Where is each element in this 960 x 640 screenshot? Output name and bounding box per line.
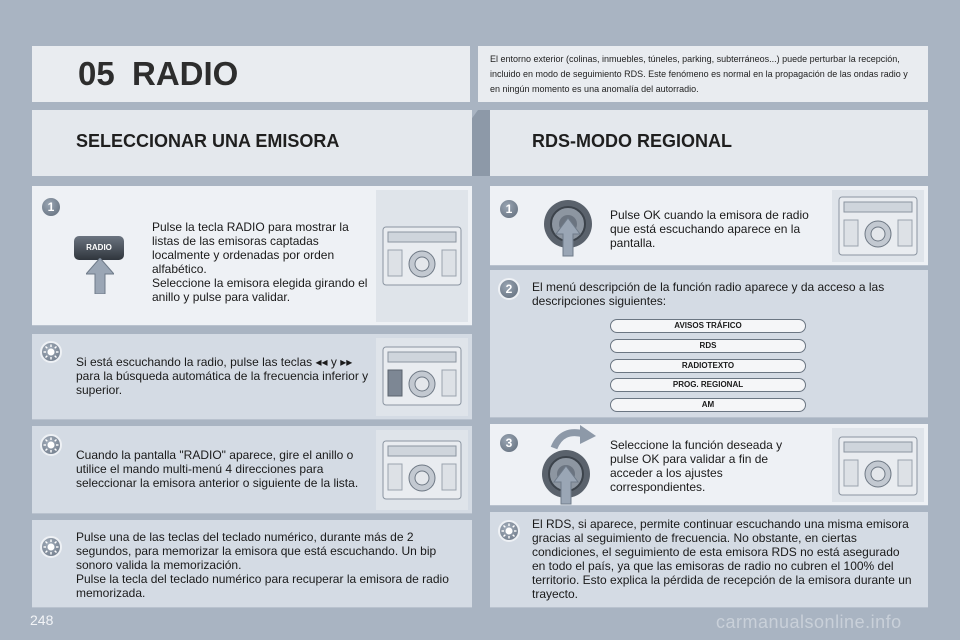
radio-unit-icon	[838, 196, 918, 256]
radio-unit-icon	[838, 436, 918, 496]
left-step1-text: Pulse la tecla RADIO para mostrar la listas de las emisoras captadas localmente y ordenadas por orden alfabético. Seleccione la emisora elegida girando el anillo y pulse para validar.	[152, 220, 368, 304]
menu-item-am[interactable]: AM	[610, 398, 806, 412]
radio-unit-icon	[382, 440, 462, 500]
watermark: carmanualsonline.info	[716, 612, 902, 632]
ok-knob-icon	[542, 198, 594, 258]
lightbulb-icon	[498, 520, 520, 542]
menu-item-avisos-trafico[interactable]: AVISOS TRÁFICO	[610, 319, 806, 333]
step-badge-right-1: 1	[498, 198, 520, 220]
arrow-up-icon	[86, 258, 114, 294]
section-title-right: RDS-MODO REGIONAL	[532, 131, 732, 151]
step-badge-right-3: 3	[498, 432, 520, 454]
menu-item-prog-regional[interactable]: PROG. REGIONAL	[610, 378, 806, 392]
chapter-title: RADIO	[132, 55, 239, 92]
right-step1-text: Pulse OK cuando la emisora de radio que está escuchando aparece en la pantalla.	[610, 208, 809, 250]
page-number: 248	[30, 612, 54, 628]
lightbulb-icon	[40, 434, 62, 456]
step-badge-right-2: 2	[498, 278, 520, 300]
right-tip-text: El RDS, si aparece, permite continuar escuchando una misma emisora gracias al seguimiento de frecuencia. No obstante, en ciertas condiciones, el seguimiento de esta emisora RDS no está asegurado en todo el país, ya que las emisoras de radio no cubren el 100% del territorio. Esto explica la pérdida de recepción de la emisora durante un trayecto.	[532, 517, 912, 601]
radio-unit-icon	[382, 346, 462, 406]
step-badge-left-1: 1	[40, 196, 62, 218]
radio-button[interactable]: RADIO	[74, 236, 124, 260]
left-tip1-text: Si está escuchando la radio, pulse las teclas ◂◂ y ▸▸ para la búsqueda automática de la frecuencia inferior y superior.	[76, 355, 369, 397]
header-note: El entorno exterior (colinas, inmuebles, túneles, parking, subterráneos...) puede perturbar la recepción, incluido en modo de seguimiento RDS. Este fenómeno es normal en la propagación de las ondas radio y en ningún momento es una anomalía del autorradio.	[490, 54, 908, 94]
radio-unit-icon	[382, 226, 462, 286]
lightbulb-icon	[40, 341, 62, 363]
rotate-ok-knob-icon	[540, 424, 600, 506]
chapter-number: 05	[78, 55, 115, 92]
section-title-left: SELECCIONAR UNA EMISORA	[76, 131, 340, 151]
menu-item-rds[interactable]: RDS	[610, 339, 806, 353]
left-tip3-text: Pulse una de las teclas del teclado numérico, durante más de 2 segundos, para memorizar la emisora que está escuchando. Un bip sonoro valida la memorización. Pulse la tecla del teclado numérico para recuperar la emisora de radio memorizada.	[76, 530, 449, 600]
right-step2-text: El menú descripción de la función radio aparece y da acceso a las descripciones siguientes:	[532, 280, 885, 308]
left-tip2-text: Cuando la pantalla "RADIO" aparece, gire el anillo o utilice el mando multi-menú 4 direcciones para seleccionar la emisora anterior o siguiente de la lista.	[76, 448, 359, 490]
right-step3-text: Seleccione la función deseada y pulse OK para validar a fin de acceder a los ajustes correspondientes.	[610, 438, 783, 494]
menu-item-radiotexto[interactable]: RADIOTEXTO	[610, 359, 806, 373]
lightbulb-icon	[40, 536, 62, 558]
